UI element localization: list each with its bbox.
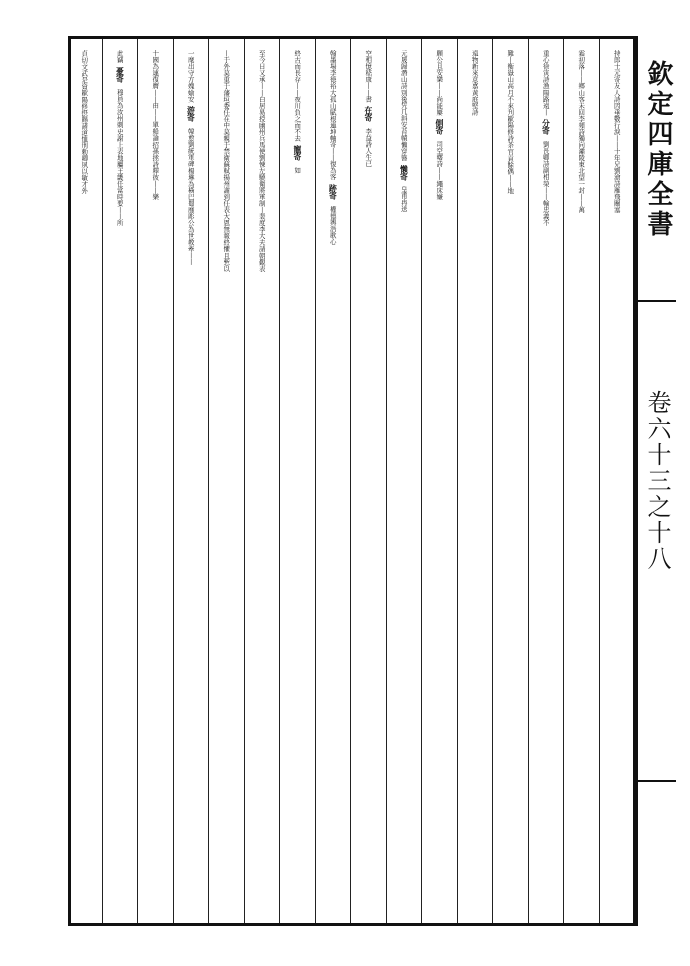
column-text: 寄丨丨復為客 — [328, 141, 337, 181]
column-text: 至今日又承丨丨白居易授幽州兵馬使劉悚左驍衛將軍制丨 — [257, 50, 266, 213]
column-text: 劉長卿詩副相榮丨丨輸忠義不 — [541, 140, 550, 226]
column-rule — [457, 39, 458, 923]
column-text: 遠物新來意嘉黃庭堅詩 — [470, 50, 479, 116]
column-text: 空相憶嵇康丨丨書 — [364, 50, 373, 103]
column-text: 切文武是資歐陽修摂賜諸道恤刑勅卿夙以敏才外 — [80, 56, 89, 194]
column-text: 凭几斜安苔幘懶穿簪 — [399, 102, 408, 161]
column-rule — [244, 39, 245, 923]
column-text: 持郎士元寄友人詩因垂數行淚丨丨十年兄劉滄詩雁飛關塞 — [612, 50, 621, 213]
entry-heading: 側寄 — [434, 119, 444, 135]
column-text: 由丨丨單船諭招孫拯詩釋彼丨丨樂 — [151, 102, 160, 200]
column-rule — [421, 39, 422, 923]
column-text: 皇甫冉送 — [399, 186, 408, 213]
margin-divider-bottom — [636, 780, 676, 782]
entry-heading: 游寄 — [186, 106, 196, 122]
column-text: 刋歐陽修詩茶官貢餘偶丨丨地 — [506, 108, 515, 194]
entry-heading: 憂寄 — [115, 67, 125, 83]
volume-label: 卷六十三之十八 — [643, 390, 671, 572]
column-text: 一麾出守方媿媮安 — [186, 50, 195, 103]
column-text: 權德輿浩歌心 — [328, 205, 337, 246]
column-text: 司空曙詩丨丨繩床嫌 — [435, 140, 444, 200]
column-text: 李益詩人生已 — [364, 127, 373, 167]
column-text: 如 — [293, 166, 302, 174]
column-rule — [137, 39, 138, 923]
book-title: 欽定四庫全書 — [643, 60, 673, 240]
column-text: 十國為連復膺丨丨 — [151, 50, 160, 103]
column-rule — [599, 39, 600, 923]
column-text: 難丨衡嶽山高月不來 — [506, 50, 515, 109]
column-text: 韓愈劉統軍碑楊琳為橫巴蜀靡彫公 — [186, 127, 195, 226]
column-rule — [563, 39, 564, 923]
column-text: 元晟歸潛山詩別後 — [399, 50, 408, 103]
entry-heading: 寵寄 — [292, 145, 302, 161]
margin-divider-top — [636, 300, 676, 302]
column-text: 翰墨場李德裕大孤山賦根連坤軸 — [328, 50, 337, 142]
column-text: 大恩無報終懼且慙以 — [222, 212, 231, 272]
column-text: 終古而長存丨丨夜川負之而不去 — [293, 50, 302, 142]
column-text: 為世教牽丨丨 — [186, 225, 195, 265]
column-text: 願公且安樂丨丨尚能屢 — [435, 50, 444, 116]
entry-heading: 跡寄 — [328, 184, 338, 200]
column-rule — [492, 39, 493, 923]
column-rule — [350, 39, 351, 923]
column-text: 貞 — [80, 50, 89, 57]
column-text: 裴度李大夫請朝覲表 — [257, 212, 266, 272]
column-text: 重心徐寅詩漁陽路遠丨 — [541, 50, 550, 116]
column-rule — [386, 39, 387, 923]
column-rule — [102, 39, 103, 923]
column-text: 穆員為汝州刺史謝上表地屬王畿任當時要丨丨所 — [115, 88, 124, 226]
column-text: 丨于外莫重于藩垣委任在中莫親于禁衛蘇軾揚州謝到任表 — [222, 50, 231, 213]
entry-heading: 分寄 — [541, 119, 551, 135]
entry-heading: 懶寄 — [399, 164, 409, 181]
column-text: 此竊 — [115, 50, 124, 64]
column-rule — [208, 39, 209, 923]
column-rule — [279, 39, 280, 923]
column-text: 霜初落丨丨鄉山客未回李頻詩獨向灞陵東北望一封丨丨萬 — [577, 50, 586, 213]
column-rule — [528, 39, 529, 923]
column-rule — [173, 39, 174, 923]
entry-heading: 在寄 — [363, 106, 373, 122]
column-rule — [315, 39, 316, 923]
